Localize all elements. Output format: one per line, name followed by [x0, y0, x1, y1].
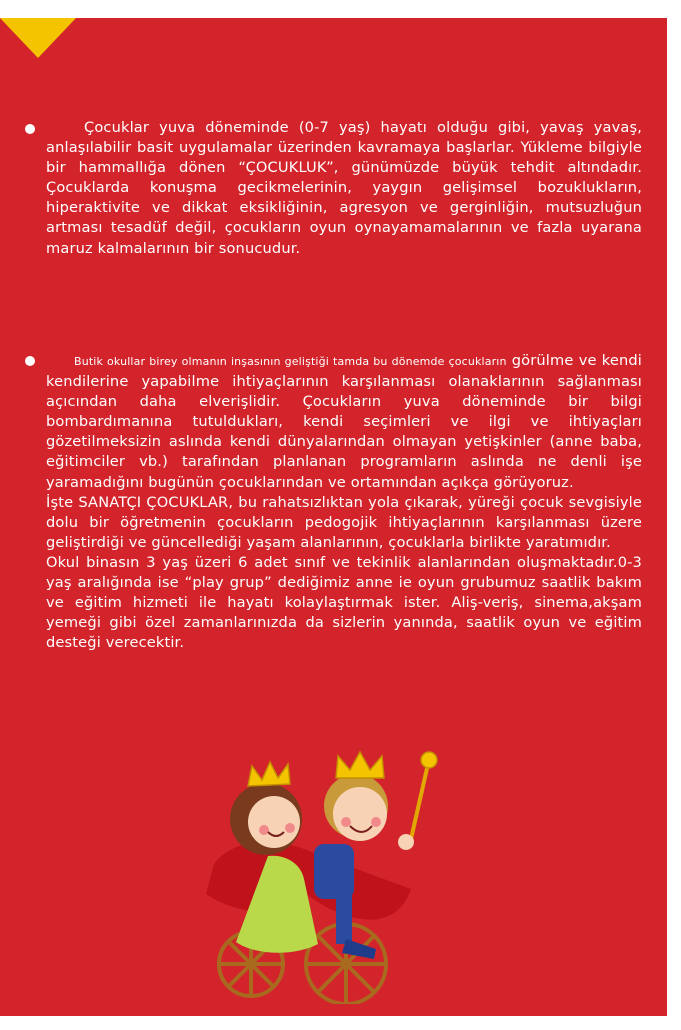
prince-face [333, 787, 387, 841]
scepter-icon [411, 764, 428, 839]
princess-face [248, 796, 300, 848]
paragraph-2 [46, 351, 642, 653]
princess-crown-icon [248, 762, 290, 786]
page-background [0, 18, 667, 1016]
bullet-icon [25, 124, 35, 134]
paragraph-2-line-2: İşte SANATÇI ÇOCUKLAR, bu rahatsızlıktan yola çıkarak, yüreği çocuk sevgisiyle dolu bir öğretmenin çocukların pedogojik ihtiyaçlarının karşılanması üzere geliştirdiği ve güncellediği yaşam alanlarının, çocuklarla birlikte yaratımıdır. [46, 493, 642, 551]
bullet-icon [25, 356, 35, 366]
prince-princess-illustration [196, 744, 466, 1004]
paragraph-2-intro-small: Butik okullar birey olmanın inşasının geliştiği tamda bu dönemde çocukların [74, 355, 507, 368]
paragraph-1-text: Çocuklar yuva döneminde (0-7 yaş) hayatı olduğu gibi, yavaş yavaş, anlaşılabilir basit uygulamalar üzerinden kavramaya başlarlar. Yükleme bilgiyle bir hammallığa dönen “ÇOCUKLUK”, günümüzde büyük tehdit altındadır. Çocuklarda konuşma gecikmelerinin, yaygın gelişimsel bozuklukların, hiperaktivite ve dikkat eksikliğinin, agresyon ve gerginliğin, mutsuzluğun artması tesadüf değil, çocukların oyun oynayamamalarının ve fazla uyarana maruz kalmalarının bir sonucudur. [46, 119, 642, 257]
paragraph-2-intro [46, 351, 642, 493]
paragraph-1 [46, 118, 642, 259]
paragraph-2-line-3: Okul binasın 3 yaş üzeri 6 adet sınıf ve tekinlik alanlarından oluşmaktadır.0-3 yaş aralığında ise “play grup” dediğimiz anne ie oyun grubumuz saatlik bakım ve eğitim hizmeti ile hayatı kolaylaştırmak ister. Aliş-veriş, sinema,akşam yemeği gibi özel zamanlarınızda da sizlerin yanında, saatlik oyun ve eğitim desteği verecektir. [46, 553, 642, 652]
prince-body [314, 844, 354, 899]
prince-crown-icon [336, 752, 384, 778]
corner-triangle-decoration [0, 18, 76, 58]
paragraph-2-intro-rest: görülme ve kendi kendilerine yapabilme ihtiyaçlarının karşılanması olanaklarının sağlanması açıcından daha elverişlidir. Çocukların yuva döneminde bir bilgi bombardımanına tutuldukları, kendi seçimleri ve ilgi ve ihtiyaçları gözetilmeksizin aslında kendi dünyalarından olmayan yetişkinler (anne baba, eğitimciler vb.) tarafından planlanan programların aslında ne denli işe yaramadığını bugünün çocuklarından ve ortamından açıkça görüyoruz. [46, 352, 643, 491]
